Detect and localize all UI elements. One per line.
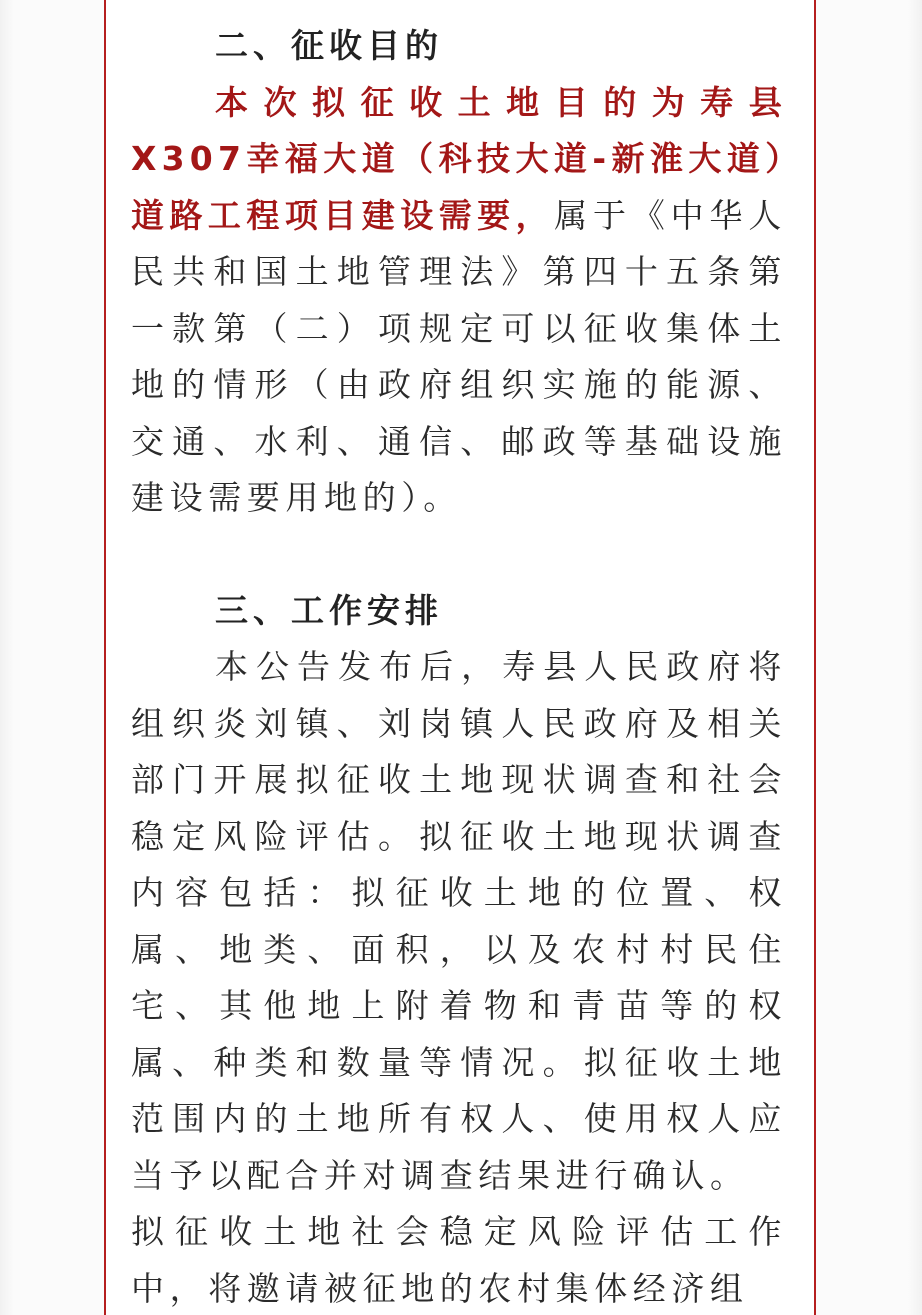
section-3-heading: 三、工作安排: [215, 590, 443, 630]
section-2-body: 属于《中华人民共和国土地管理法》第四十五条第一款第（二）项规定可以征收集体土地的情形（由政府组织实施的能源、交通、水利、通信、邮政等基础设施建设需要用地的）。: [131, 195, 788, 517]
right-margin: [908, 0, 922, 1315]
section-2-paragraph: [131, 75, 787, 527]
section-2-emphasis: 本次拟征收土地目的为寿县X307幸福大道（科技大道-新淮大道）道路工程项目建设需要，: [131, 82, 787, 235]
notice-content: [131, 18, 787, 1315]
section-3-paragraph: 本公告发布后，寿县人民政府将组织炎刘镇、刘岗镇人民政府及相关部门开展拟征收土地现状调查和社会稳定风险评估。拟征收土地现状调查内容包括：拟征收土地的位置、权属、地类、面积，以及农村村民住宅、其他地上附着物和青苗等的权属、种类和数量等情况。拟征收土地范围内的土地所有权人、使用权人应当予以配合并对调查结果进行确认。: [131, 647, 787, 1195]
left-margin: [0, 0, 14, 1315]
section-spacer: [131, 527, 787, 583]
section-3-paragraph-continued: 拟征收土地社会稳定风险评估工作中，将邀请被征地的农村集体经济组: [131, 1212, 787, 1308]
section-2-heading: 二、征收目的: [215, 26, 443, 65]
